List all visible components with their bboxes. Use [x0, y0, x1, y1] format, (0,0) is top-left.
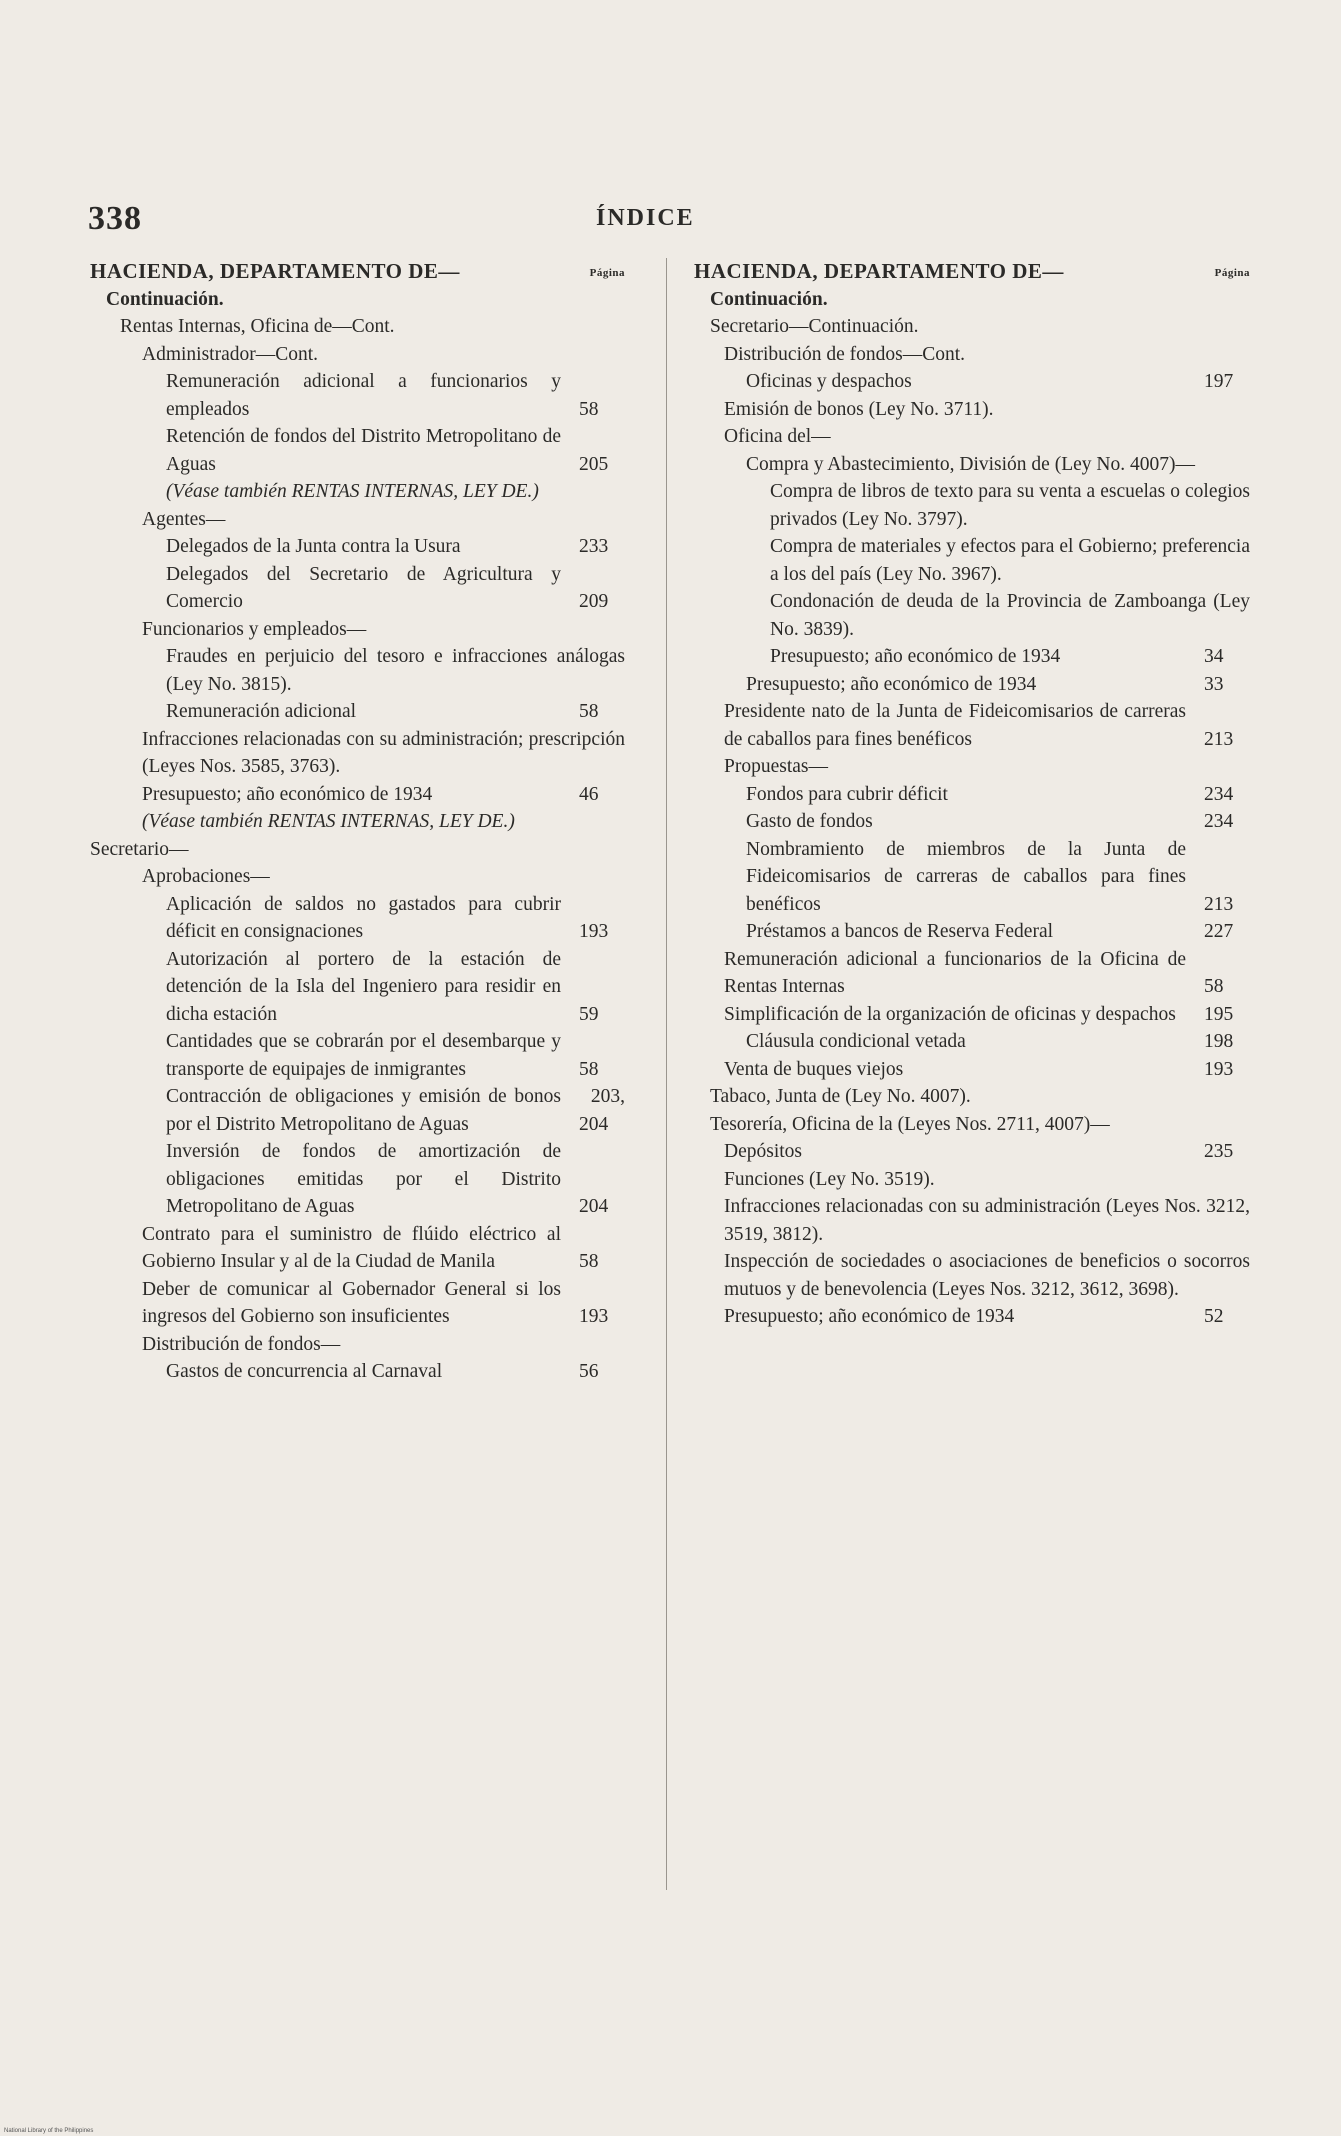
entry-text: Deber de comunicar al Gobernador General si los ingresos del Gobierno son insuficientes	[142, 1278, 561, 1327]
index-entry	[694, 341, 1250, 369]
page-reference: 213	[1204, 893, 1234, 915]
entry-text: Inspección de sociedades o asociaciones de beneficios o socorros mutuos y de benevolencia (Leyes Nos. 3212, 3612, 3698).	[724, 1251, 1250, 1300]
page-reference: 227	[1204, 921, 1234, 942]
entry-text: Tabaco, Junta de (Ley No. 4007).	[710, 1086, 971, 1107]
entry-text: Autorización al portero de la estación de detención de la Isla del Ingeniero para residir en dicha estación	[166, 948, 561, 1025]
index-entry	[90, 368, 625, 423]
page-reference: 205	[579, 453, 609, 475]
entry-text: Retención de fondos del Distrito Metropolitano de Aguas	[166, 426, 561, 475]
entry-text: Infracciones relacionadas con su administración; prescripción (Leyes Nos. 3585, 3763).	[142, 728, 625, 777]
entry-text: Tesorería, Oficina de la (Leyes Nos. 2711, 4007)—	[710, 1113, 1110, 1135]
index-entry	[694, 423, 1250, 451]
index-entry	[90, 891, 625, 946]
page-reference: 209	[579, 591, 609, 612]
index-entry	[694, 1083, 1250, 1111]
page-reference: 193	[1204, 1058, 1234, 1080]
index-entry	[694, 1001, 1250, 1029]
index-entry	[694, 478, 1250, 533]
entry-text: Continuación.	[106, 288, 224, 310]
index-entry	[694, 1248, 1250, 1303]
page-reference: 58	[579, 1058, 599, 1080]
index-entry	[694, 918, 1250, 946]
index-entry	[90, 836, 625, 864]
index-entry	[694, 1111, 1250, 1139]
page-reference: 34	[1204, 646, 1224, 667]
entry-text: Compra de libros de texto para su venta a escuelas o colegios privados (Ley No. 3797).	[770, 481, 1250, 530]
entry-text: Remuneración adicional a funcionarios y empleados	[166, 371, 561, 420]
page-reference: 234	[1204, 811, 1234, 832]
index-column-left	[90, 258, 625, 1386]
entry-text: Cantidades que se cobrarán por el desembarque y transporte de equipajes de inmigrantes	[166, 1031, 561, 1080]
page-reference: 33	[1204, 673, 1224, 695]
page-reference: 233	[579, 536, 609, 557]
pagina-label: Página	[589, 267, 625, 279]
entry-text: HACIENDA, DEPARTAMENTO DE—	[90, 259, 460, 283]
entry-text: Fraudes en perjuicio del tesoro e infracciones análogas (Ley No. 3815).	[166, 646, 625, 695]
entry-text: (Véase también RENTAS INTERNAS, LEY DE.)	[166, 481, 539, 502]
index-entry	[694, 258, 1250, 286]
entry-text: Gastos de concurrencia al Carnaval	[166, 1361, 443, 1382]
index-entry	[694, 1028, 1250, 1056]
entry-text: Presupuesto; año económico de 1934	[770, 646, 1061, 667]
index-entry	[90, 478, 625, 506]
entry-text: Remuneración adicional	[166, 701, 357, 722]
entry-text: Distribución de fondos—Cont.	[724, 343, 966, 365]
pagina-label: Página	[1214, 267, 1250, 279]
index-entry	[694, 698, 1250, 753]
index-entry	[90, 1083, 625, 1138]
entry-text: Oficina del—	[724, 426, 831, 447]
index-entry	[694, 781, 1250, 809]
page-reference: 204	[579, 1196, 609, 1217]
running-title: ÍNDICE	[596, 205, 695, 231]
page-reference: 56	[579, 1361, 599, 1382]
page-reference: 234	[1204, 783, 1234, 805]
index-entry	[694, 753, 1250, 781]
page-reference: 52	[1204, 1306, 1224, 1327]
entry-text: Presupuesto; año económico de 1934	[142, 783, 433, 805]
index-entry	[90, 781, 625, 809]
page-reference: 59	[579, 1003, 599, 1025]
index-entry	[694, 451, 1250, 479]
index-entry	[90, 533, 625, 561]
entry-text: Gasto de fondos	[746, 811, 873, 832]
page-reference: 46	[579, 783, 599, 805]
entry-text: (Véase también RENTAS INTERNAS, LEY DE.)	[142, 811, 515, 832]
entry-text: Fondos para cubrir déficit	[746, 783, 948, 805]
entry-text: Funciones (Ley No. 3519).	[724, 1168, 935, 1190]
entry-text: Inversión de fondos de amortización de obligaciones emitidas por el Distrito Metropolitano de Aguas	[166, 1141, 561, 1217]
index-entry	[694, 396, 1250, 424]
index-entry	[694, 286, 1250, 314]
page-reference: 203, 204	[579, 1086, 625, 1135]
entry-text: Presupuesto; año económico de 1934	[724, 1306, 1015, 1327]
entry-text: Préstamos a bancos de Reserva Federal	[746, 921, 1054, 942]
entry-text: Emisión de bonos (Ley No. 3711).	[724, 398, 994, 420]
entry-text: Venta de buques viejos	[724, 1058, 904, 1080]
index-entry	[90, 643, 625, 698]
entry-text: Presupuesto; año económico de 1934	[746, 673, 1037, 695]
entry-text: Contracción de obligaciones y emisión de bonos por el Distrito Metropolitano de Aguas	[166, 1086, 561, 1135]
entry-text: Condonación de deuda de la Provincia de Zamboanga (Ley No. 3839).	[770, 591, 1250, 640]
page-reference: 213	[1204, 728, 1234, 750]
index-entry	[90, 286, 625, 314]
index-entry	[694, 946, 1250, 1001]
entry-text: Infracciones relacionadas con su administración (Leyes Nos. 3212, 3519, 3812).	[724, 1196, 1250, 1245]
page-reference: 195	[1204, 1003, 1234, 1025]
index-entry	[694, 533, 1250, 588]
page-reference: 58	[1204, 976, 1224, 997]
page-reference: 58	[579, 701, 599, 722]
index-entry	[90, 808, 625, 836]
index-entry	[90, 698, 625, 726]
entry-text: Continuación.	[710, 288, 828, 310]
index-entry	[90, 1221, 625, 1276]
entry-text: Compra y Abastecimiento, División de (Ley No. 4007)—	[746, 453, 1195, 475]
page-reference: 58	[579, 398, 599, 420]
entry-text: Rentas Internas, Oficina de—Cont.	[120, 316, 395, 337]
entry-text: Oficinas y despachos	[746, 371, 912, 392]
entry-text: Presidente nato de la Junta de Fideicomisarios de carreras de caballos para fines benéficos	[724, 701, 1186, 750]
entry-text: Secretario—Continuación.	[710, 316, 919, 337]
index-entry	[90, 1276, 625, 1331]
entry-text: Administrador—Cont.	[142, 343, 319, 365]
entry-text: Funcionarios y empleados—	[142, 618, 367, 640]
page-reference: 58	[579, 1251, 599, 1272]
index-entry	[694, 368, 1250, 396]
page-reference: 197	[1204, 371, 1234, 392]
page-reference: 193	[579, 1306, 609, 1327]
index-entry	[694, 1303, 1250, 1331]
entry-text: Compra de materiales y efectos para el Gobierno; preferencia a los del país (Ley No. 3967).	[770, 536, 1250, 585]
index-entry	[694, 671, 1250, 699]
index-entry	[694, 1056, 1250, 1084]
index-entry	[90, 1138, 625, 1221]
index-entry	[694, 1193, 1250, 1248]
index-entry	[694, 588, 1250, 643]
index-entry	[90, 726, 625, 781]
index-column-right	[694, 258, 1250, 1331]
entry-text: Distribución de fondos—	[142, 1333, 341, 1355]
entry-text: Aplicación de saldos no gastados para cubrir déficit en consignaciones	[166, 893, 561, 942]
page-reference: 235	[1204, 1141, 1234, 1162]
entry-text: Depósitos	[724, 1141, 802, 1162]
index-entry	[90, 341, 625, 369]
entry-text: Delegados del Secretario de Agricultura y Comercio	[166, 563, 561, 612]
page-number: 338	[88, 200, 142, 237]
index-entry	[90, 616, 625, 644]
index-entry	[90, 258, 625, 286]
index-entry	[90, 1331, 625, 1359]
page-reference: 193	[579, 921, 609, 942]
entry-text: Contrato para el suministro de flúido eléctrico al Gobierno Insular y al de la Ciudad de Manila	[142, 1223, 561, 1272]
index-entry	[90, 946, 625, 1029]
entry-text: Delegados de la Junta contra la Usura	[166, 536, 461, 557]
index-entry	[90, 506, 625, 534]
entry-text: Remuneración adicional a funcionarios de la Oficina de Rentas Internas	[724, 948, 1186, 997]
scan-credit: National Library of the Philippines	[4, 2128, 94, 2134]
entry-text: Nombramiento de miembros de la Junta de Fideicomisarios de carreras de caballos para fines benéficos	[746, 838, 1186, 915]
index-entry	[694, 836, 1250, 919]
index-entry	[90, 561, 625, 616]
entry-text: HACIENDA, DEPARTAMENTO DE—	[694, 259, 1064, 283]
entry-text: Secretario—	[90, 838, 189, 860]
entry-text: Simplificación de la organización de oficinas y despachos	[724, 1003, 1176, 1025]
entry-text: Cláusula condicional vetada	[746, 1031, 966, 1052]
index-entry	[694, 1166, 1250, 1194]
entry-text: Propuestas—	[724, 756, 828, 777]
index-entry	[90, 313, 625, 341]
index-entry	[90, 1358, 625, 1386]
index-entry	[90, 423, 625, 478]
index-entry	[694, 1138, 1250, 1166]
index-entry	[694, 808, 1250, 836]
entry-text: Agentes—	[142, 508, 226, 530]
index-entry	[90, 1028, 625, 1083]
page-reference: 198	[1204, 1031, 1234, 1052]
column-divider	[666, 258, 667, 1890]
index-entry	[694, 313, 1250, 341]
index-entry	[90, 863, 625, 891]
index-entry	[694, 643, 1250, 671]
entry-text: Aprobaciones—	[142, 866, 270, 887]
